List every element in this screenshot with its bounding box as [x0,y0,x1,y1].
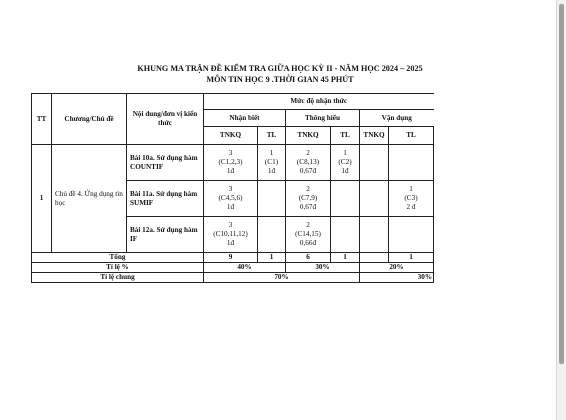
header-chuong: Chương/Chủ đề [52,94,127,145]
cell-nb-tl [258,181,286,217]
tong-vd-tl: 1 [389,253,434,263]
vertical-scrollbar[interactable] [556,0,566,420]
header-thonghieu: Thông hiểu [286,110,360,127]
cell-th-tnkq [286,181,331,217]
cell-line: (C3) [404,194,418,202]
cell-nb-tnkq [204,217,258,253]
row-chude: Chủ đề 4. Ứng dụng tin học [52,145,127,253]
header-vandung: Vận dụng [360,110,434,127]
lesson-name: Bài 12a. Sử dụng hàm IF [127,217,204,253]
header-nb-tnkq: TNKQ [204,127,258,145]
cell-nb-tl [258,145,286,181]
document-title: KHUNG MA TRẬN ĐỀ KIỂM TRA GIỮA HỌC KỲ II - NĂM HỌC 2024 – 2025 [137,64,423,73]
header-nb-tl: TL [258,127,286,145]
cell-th-tnkq [286,145,331,181]
cell-line: (C1,2,3) [218,158,243,166]
tile-th: 30% [286,263,360,273]
cell-line: 1đ [226,167,235,175]
scrollbar-thumb[interactable] [559,4,564,364]
document-subtitle: MÔN TIN HỌC 9 .THỜI GIAN 45 PHÚT [206,75,354,84]
cell-vd-tnkq [360,181,389,217]
cell-line: 0,66đ [299,239,317,247]
header-nhanbiet: Nhận biết [204,110,286,127]
cell-line: 0,67đ [299,203,317,211]
header-mucdo: Mức độ nhận thức [204,94,434,110]
tong-nb-tl: 1 [258,253,286,263]
tong-th-tl: 1 [331,253,360,263]
cell-line: 3 [228,185,233,193]
cell-vd-tnkq [360,145,389,181]
lesson-name: Bài 11a. Sử dụng hàm SUMIF [127,181,204,217]
cell-line: (C10,11,12) [213,230,248,238]
cell-nb-tnkq [204,145,258,181]
cell-vd-tl [389,217,434,253]
cell-th-tl [331,181,360,217]
cell-th-tl [331,145,360,181]
tile-vd: 20% [360,263,434,273]
cell-line: 2 [306,149,310,157]
header-vd-tl: TL [389,127,434,145]
cell-line: (C2) [338,158,352,166]
tilechung-label: Tỉ lệ chung [32,273,204,283]
tilechung-v2: 30% [360,273,434,283]
cell-line: 1đ [226,239,235,247]
cell-vd-tl [389,145,434,181]
tong-vd-tnkq [360,253,389,263]
assessment-matrix-table [31,93,434,283]
header-th-tl: TL [331,127,360,145]
cell-line: 1đ [226,203,235,211]
cell-line: 2 đ [406,203,416,211]
tong-nb-tnkq: 9 [204,253,258,263]
cell-vd-tnkq [360,217,389,253]
cell-line: 1 [343,149,347,157]
cell-line: (C8,13) [296,158,320,166]
tong-label: Tổng [32,253,204,263]
header-th-tnkq: TNKQ [286,127,331,145]
cell-line: 0,67đ [299,167,317,175]
cell-line: 1 [269,149,274,157]
tong-th-tnkq: 6 [286,253,331,263]
cell-line: 2 [306,221,310,229]
cell-line: 1đ [341,167,349,175]
cell-th-tl [331,217,360,253]
cell-line: (C14,15) [295,230,321,238]
header-tt: TT [32,94,52,145]
cell-line: 3 [228,149,233,157]
cell-line: 1 [409,185,413,193]
tile-nb: 40% [204,263,286,273]
cell-nb-tl [258,217,286,253]
tile-label: Tỉ lệ % [32,263,204,273]
row-tt: 1 [32,145,52,253]
cell-line: (C1) [264,158,279,166]
tilechung-v1: 70% [204,273,360,283]
lesson-name: Bài 10a. Sử dụng hàm COUNTIF [127,145,204,181]
cell-line: 3 [228,221,233,229]
header-vd-tnkq: TNKQ [360,127,389,145]
cell-nb-tnkq [204,181,258,217]
cell-line: (C4,5,6) [218,194,243,202]
cell-line: 2 [306,185,310,193]
cell-th-tnkq [286,217,331,253]
cell-vd-tl [389,181,434,217]
cell-line: 1đ [267,167,276,175]
cell-line: (C7,9) [298,194,318,202]
header-noidung: Nội dung/đơn vị kiến thức [127,94,204,145]
